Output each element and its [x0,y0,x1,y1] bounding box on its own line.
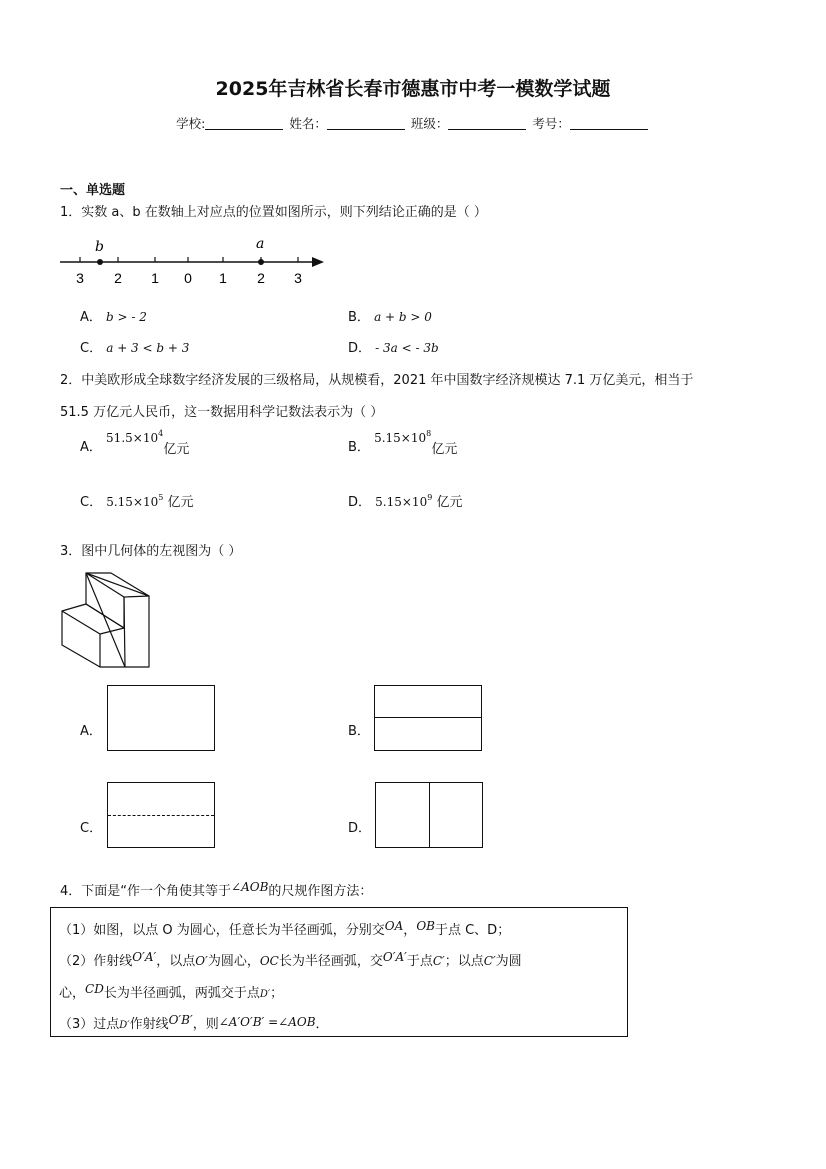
option-number: $51.5\times 10^4$ [106,429,164,445]
q3-option-c-label: C． [80,821,103,836]
point-a-label: a [256,236,265,252]
option-expression: b > - 2 [106,310,147,324]
point-a-dot [258,259,264,265]
option-expression: a + 3 < b + 3 [106,341,190,355]
option-number: $5.15\times 10^8$ [374,429,432,445]
exam-title: 2025年吉林省长春市德惠市中考一模数学试题 [215,78,611,100]
option-unit: 亿元 [431,442,458,457]
tick-label: 2 [114,270,122,286]
q3-option-b-label: B． [348,724,370,739]
tick-marks [80,257,298,262]
option-label: B． [348,310,370,325]
option-number: $5.15\times 10^5$ [106,493,164,509]
option-expression: a + b > 0 [374,310,432,324]
exam-number-blank[interactable] [570,117,648,130]
option-unit: 亿元 [163,442,190,457]
q1-option-c[interactable] [80,337,189,356]
horizontal-solid-line [375,717,481,718]
option-label: C． [80,341,103,356]
question-2-line-1: 2．中美欧形成全球数字经济发展的三级格局，从规模看，2021 年中国数字经济规模达 7.1 万亿美元，相当于 [60,373,694,388]
class-blank[interactable] [448,117,526,130]
q3-option-d-view[interactable] [375,782,483,848]
tick-label: 1 [151,270,159,286]
class-label: 班级： [410,116,449,131]
question-4-text: 4．下面是“作一个角使其等于∠AOB的尺规作图方法： [60,880,373,899]
geometric-solid-figure [58,570,154,670]
q1-option-d[interactable] [348,337,439,356]
step-2-line-2: 心，CD长为半径画弧，两弧交于点D′； [59,982,284,1001]
horizontal-dashed-line [108,815,214,816]
q2-option-c[interactable] [80,491,194,510]
question-3-text: 3．图中几何体的左视图为（ ） [60,544,242,559]
option-label: B． [348,440,370,455]
question-2-line-2: 51.5 万亿元人民币，这一数据用科学记数法表示为（ ） [60,405,384,420]
q2-option-a[interactable] [80,429,193,457]
step-3: （3）过点D′作射线O′B′，则∠A′O′B′ =∠AOB． [59,1013,329,1032]
q3-option-a-view[interactable] [107,685,215,751]
q3-option-d-label: D． [348,821,372,836]
tick-label: 1 [219,270,227,286]
point-b-label: b [95,239,104,255]
school-blank[interactable] [205,117,283,130]
q3-option-b-view[interactable] [374,685,482,751]
number-line-figure [58,232,328,292]
exam-number-label: 考号： [532,116,570,131]
name-blank[interactable] [327,117,405,130]
section-title: 一、单选题 [60,183,126,198]
name-label: 姓名： [289,116,327,131]
q1-option-a[interactable] [80,306,147,325]
q2-option-b[interactable] [348,429,461,457]
number-line-arrow-icon [312,257,324,267]
point-b-dot [97,259,103,265]
angle-aob: ∠AOB [231,880,269,894]
option-label: D． [348,495,372,510]
option-label: C． [80,495,103,510]
tick-label: 3 [76,270,84,286]
option-number: $5.15\times 10^9$ [375,493,433,509]
tick-label: 0 [184,270,192,286]
q3-option-a-label: A． [80,724,102,739]
option-unit: 亿元 [436,495,463,510]
option-label: D． [348,341,372,356]
q1-option-b[interactable] [348,306,432,325]
step-2-line-1: （2）作射线O′A′，以点O′为圆心，OC长为半径画弧，交O′A′于点C′；以点C′为圆 [59,950,522,969]
vertical-solid-line [429,783,430,847]
school-label: 学校: [176,116,206,131]
q2-option-d[interactable] [348,491,462,510]
option-label: A． [80,310,102,325]
construction-steps-box [50,907,628,1037]
step-1: （1）如图，以点 O 为圆心，任意长为半径画弧，分别交OA，OB于点 C、D； [59,919,511,938]
q3-option-c-view[interactable] [107,782,215,848]
option-label: A． [80,440,102,455]
tick-label: 2 [257,270,265,286]
student-info-line [0,114,826,132]
question-1-text: 1．实数 a、b 在数轴上对应点的位置如图所示，则下列结论正确的是（ ） [60,205,487,220]
option-expression: - 3a < - 3b [375,341,439,355]
option-unit: 亿元 [167,495,194,510]
tick-label: 3 [294,270,302,286]
